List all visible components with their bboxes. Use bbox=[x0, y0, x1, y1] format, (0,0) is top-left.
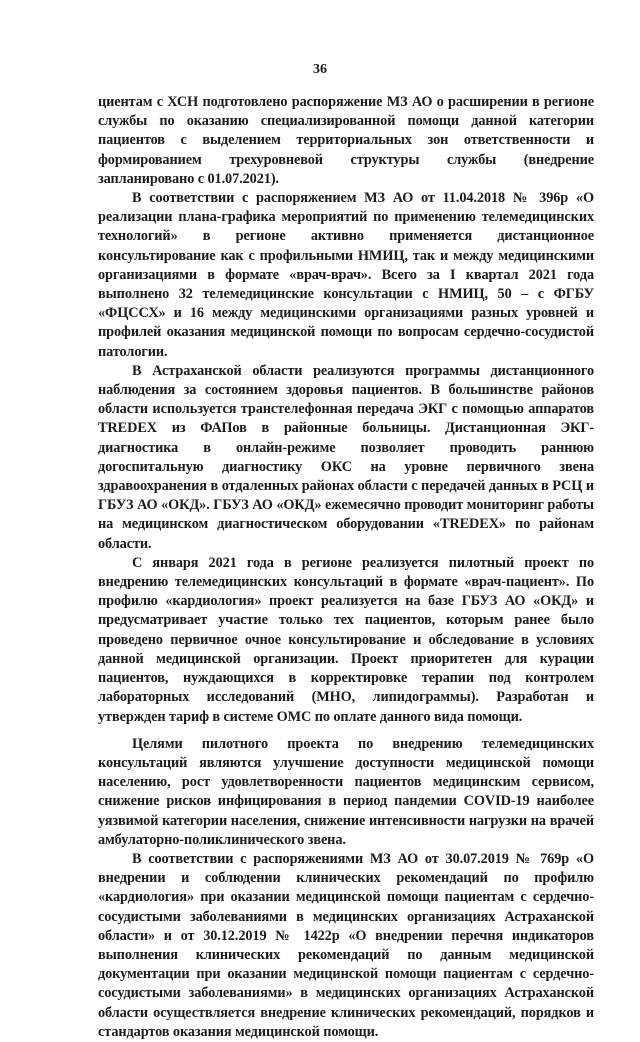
document-body bbox=[98, 93, 594, 1042]
paragraph-2: В соответствии с распоряжением МЗ АО от 11.04.2018 № 396р «О реализации плана-графика мероприятий по применению телемедицинских технологий» в регионе активно применяется дистанционное консультирование как с профильными НМИЦ, так и между медицинскими организациями в формате «врач-врач». Всего за I квартал 2021 года выполнено 32 телемедицинские консультации с НМИЦ, 50 – с ФГБУ «ФЦССХ» и 16 между медицинскими организациями разных уровней и профилей оказания медицинской помощи по вопросам сердечно-сосудистой патологии. bbox=[98, 190, 594, 360]
paragraph-5: Целями пилотного проекта по внедрению телемедицинских консультаций являются улучшение доступности медицинской помощи населению, рост удовлетворенности пациентов медицинским сервисом, снижение рисков инфицирования в период пандемии COVID-19 наиболее уязвимой категории населения, снижение интенсивности нагрузки на врачей амбулаторно-поликлинического звена. bbox=[98, 735, 594, 848]
paragraph-6: В соответствии с распоряжениями МЗ АО от 30.07.2019 № 769р «О внедрении и соблюдении клинических рекомендаций по профилю «кардиология» при оказании медицинской помощи пациентам с сердечно-сосудистыми заболеваниями в медицинских организациях Астраханской области» и от 30.12.2019 № 1422р «О внедрении перечня индикаторов выполнения клинических рекомендаций по данным медицинской документации при оказании медицинской помощи пациентам с сердечно-сосудистыми заболеваниями» в медицинских организациях Астраханской области осуществляется внедрение клинических рекомендаций, порядков и стандартов оказания медицинской помощи. bbox=[98, 850, 594, 1040]
paragraph-3: В Астраханской области реализуются программы дистанционного наблюдения за состоянием здоровья пациентов. В большинстве районов области используется транстелефонная передача ЭКГ с помощью аппаратов TREDEX из ФАПов в районные больницы. Дистанционная ЭКГ-диагностика в онлайн-режиме позволяет проводить раннюю догоспитальную диагностику ОКС на уровне первичного звена здравоохранения в отдаленных районах области с передачей данных в РСЦ и ГБУЗ АО «ОКД». ГБУЗ АО «ОКД» ежемесячно проводит мониторинг работы на медицинском диагностическом оборудовании «TREDEX» по районам области. bbox=[98, 362, 594, 552]
page-number: 36 bbox=[313, 62, 327, 77]
paragraph-4: С января 2021 года в регионе реализуется пилотный проект по внедрению телемедицинских консультаций в формате «врач-пациент». По профилю «кардиология» проект реализуется на базе ГБУЗ АО «ОКД» и предусматривает участие только тех пациентов, которым ранее было проведено первичное очное консультирование и обследование в условиях данной медицинской организации. Проект приоритетен для курации пациентов, нуждающихся в корректировке терапии под контролем лабораторных исследований (МНО, липидограммы). Разработан и утвержден тариф в системе ОМС по оплате данного вида помощи. bbox=[98, 554, 594, 725]
paragraph-1: циентам с ХСН подготовлено распоряжение МЗ АО о расширении в регионе службы по оказанию специализированной помощи данной категории пациентов с выделением территориальных зон ответственности и формированием трехуровневой структуры службы (внедрение запланировано с 01.07.2021). bbox=[98, 94, 594, 187]
